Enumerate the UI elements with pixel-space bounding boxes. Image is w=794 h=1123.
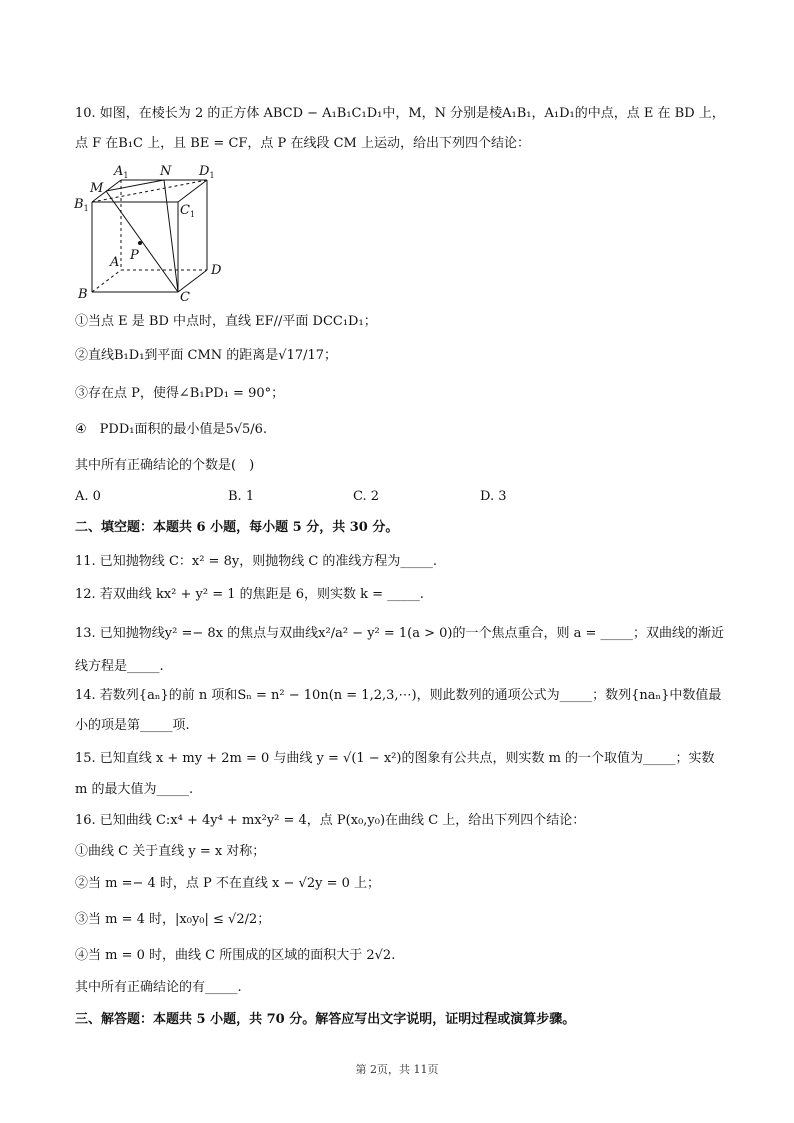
label-c1: $C_1$ [180,203,196,219]
cube-figure [74,160,234,305]
q16-ask: 其中所有正确结论的有_____. [75,980,242,995]
q10-conclusion-4: ④ PDD₁面积的最小值是5√5/6. [75,422,268,437]
q10-conclusion-3: ③存在点 P，使得∠B₁PD₁ = 90°； [75,386,285,401]
page-footer: 第 2页，共 11页 [355,1063,439,1076]
label-c: C [180,290,190,305]
label-d1: $D_1$ [199,164,215,180]
q16-conclusion-1: ①曲线 C 关于直线 y = x 对称； [75,844,266,859]
q14-line1: 14. 若数列{aₙ}的前 n 项和Sₙ = n² − 10n(n = 1,2,3,⋯)，则此数列的通项公式为_____；数列{naₙ}中数值最 [75,688,722,703]
choice-b: B. 1 [228,489,255,504]
q11: 11. 已知抛物线 C：x² = 8y，则抛物线 C 的准线方程为_____. [75,554,438,569]
q15-line2: m 的最大值为_____. [75,782,194,797]
label-a1: $A_1$ [114,164,129,180]
q10-ask: 其中所有正确结论的个数是( ) [75,458,255,473]
q14-line2: 小的项是第_____项. [75,718,190,733]
q12: 12. 若双曲线 kx² + y² = 1 的焦距是 6，则实数 k = _____. [75,587,424,602]
choice-a: A. 0 [75,489,101,504]
label-p: P [130,248,139,263]
q16-conclusion-3: ③当 m = 4 时，|x₀y₀| ≤ √2/2； [75,912,271,927]
q10-line1: 10. 如图，在棱长为 2 的正方体 ABCD − A₁B₁C₁D₁中，M，N 分别是棱A₁B₁，A₁D₁的中点，点 E 在 BD 上， [75,106,725,121]
section-3-heading: 三、解答题：本题共 5 小题，共 70 分。解答应写出文字说明，证明过程或演算步骤。 [75,1012,576,1027]
label-b1: $B_1$ [74,197,89,213]
label-b: B [78,287,88,302]
point-p [138,241,142,245]
section-2-heading: 二、填空题：本题共 6 小题，每小题 5 分，共 30 分。 [75,520,399,535]
q16-line1: 16. 已知曲线 C:x⁴ + 4y⁴ + mx²y² = 4，点 P(x₀,y₀)在曲线 C 上，给出下列四个结论： [75,813,586,828]
choice-c: C. 2 [353,489,380,504]
q13-line1: 13. 已知抛物线y² =− 8x 的焦点与双曲线x²/a² − y² = 1(a > 0)的一个焦点重合，则 a = _____；双曲线的渐近 [75,626,725,641]
q10-line2: 点 F 在B₁C 上，且 BE = CF，点 P 在线段 CM 上运动，给出下列四个结论： [75,136,530,151]
q10-conclusion-1: ①当点 E 是 BD 中点时，直线 EF//平面 DCC₁D₁； [75,314,377,329]
label-m: M [90,181,104,196]
label-a: A [110,255,120,270]
q13-line2: 线方程是_____. [75,659,164,674]
choice-d: D. 3 [480,489,507,504]
label-n: N [160,164,172,179]
label-d: D [211,263,222,278]
q15-line1: 15. 已知直线 x + my + 2m = 0 与曲线 y = √(1 − x²)的图象有公共点，则实数 m 的一个取值为_____；实数 [75,751,715,766]
q16-conclusion-2: ②当 m =− 4 时，点 P 不在直线 x − √2y = 0 上； [75,876,381,891]
q10-conclusion-2: ②直线B₁D₁到平面 CMN 的距离是√17/17； [75,348,338,363]
q16-conclusion-4: ④当 m = 0 时，曲线 C 所围成的区域的面积大于 2√2. [75,948,396,963]
